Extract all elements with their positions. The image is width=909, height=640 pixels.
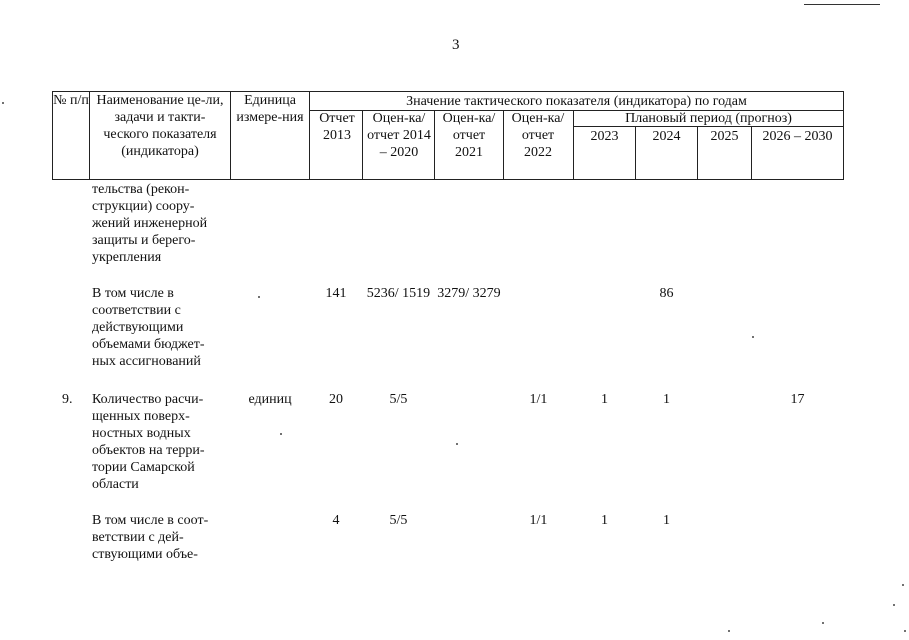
header-2024: 2024 xyxy=(652,129,681,144)
table-row-num: 9. xyxy=(62,392,73,407)
header-est-2021: Оцен-ка/отчет 2021 xyxy=(442,111,496,160)
table-row-name: В том числе в соот-ветствии с дей-ствующими объе- xyxy=(92,513,209,562)
table-cell-2013: 141 xyxy=(325,286,347,301)
page-number: 3 xyxy=(452,37,460,53)
table-cell-2014-2020: 5/5 xyxy=(389,513,408,528)
table-cell-2013: 20 xyxy=(329,392,343,407)
header-est-2022: Оцен-ка/отчет 2022 xyxy=(511,111,565,160)
table-row-name: тельства (рекон-струкции) соору-жений инженерной защиты и берего-укрепления xyxy=(92,182,208,265)
scan-speck xyxy=(752,336,754,338)
header-num: № п/п xyxy=(53,93,89,108)
table-cell-2024: 1 xyxy=(663,392,670,407)
scan-speck xyxy=(280,433,282,435)
table-cell-2024: 86 xyxy=(659,286,674,301)
table-row-name: Количество расчи-щенных поверх-ностных водных объектов на терри-тории Самарской области xyxy=(92,392,205,492)
col-border-2014 xyxy=(434,110,435,180)
header-2023: 2023 xyxy=(590,129,619,144)
header-report-2013: Отчет 2013 xyxy=(319,111,355,143)
col-border-name xyxy=(230,91,231,180)
header-2026-2030: 2026 – 2030 xyxy=(762,129,833,144)
scan-speck xyxy=(258,296,260,298)
header-unit: Единица измере-ния xyxy=(236,93,304,125)
header-values-group: Значение тактического показателя (индикатора) по годам xyxy=(406,94,747,109)
table-cell-2013: 4 xyxy=(332,513,340,528)
header-2025: 2025 xyxy=(710,129,739,144)
scan-speck xyxy=(456,443,458,445)
scan-speck xyxy=(2,102,4,104)
table-cell-2024: 1 xyxy=(663,513,670,528)
table-cell-2022: 1/1 xyxy=(529,392,548,407)
table-row-name: В том числе в соответствии с действующими объемами бюджет-ных ассигнований xyxy=(92,286,205,369)
header-name: Наименование це-ли, задачи и такти-ческого показателя (индикатора) xyxy=(96,93,224,159)
table-cell-2021: 3279/ 3279 xyxy=(437,286,501,301)
scan-speck xyxy=(893,604,895,606)
table-cell-2023: 1 xyxy=(601,392,608,407)
table-cell-2022: 1/1 xyxy=(529,513,548,528)
table-cell-unit: единиц xyxy=(248,392,292,407)
col-border-num xyxy=(89,91,90,180)
header-est-2014-2020: Оцен-ка/отчет 2014 – 2020 xyxy=(367,111,431,160)
header-bottom-border xyxy=(52,179,843,180)
scan-speck xyxy=(902,584,904,586)
col-border-right xyxy=(843,91,844,180)
scan-speck xyxy=(904,630,906,632)
corner-rule xyxy=(804,4,880,5)
table-cell-2014-2020: 5/5 xyxy=(389,392,408,407)
table-cell-2023: 1 xyxy=(601,513,608,528)
col-border-2013 xyxy=(362,110,363,180)
scan-speck xyxy=(728,630,730,632)
scan-speck xyxy=(822,622,824,624)
header-plan-group: Плановый период (прогноз) xyxy=(625,111,792,126)
col-border-2021 xyxy=(503,110,504,180)
table-cell-2026-2030: 17 xyxy=(790,392,805,407)
table-cell-2014-2020: 5236/ 1519 xyxy=(366,286,431,301)
